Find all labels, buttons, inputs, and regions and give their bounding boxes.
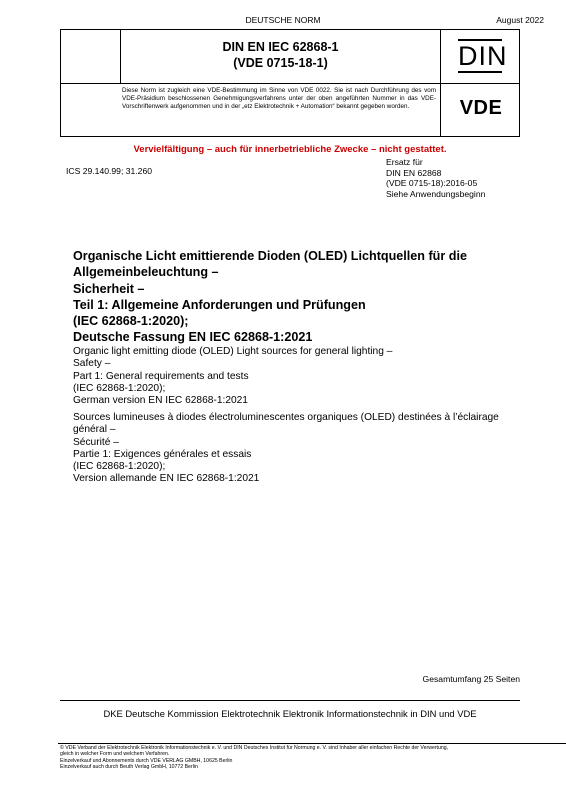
title-en-line: Organic light emitting diode (OLED) Light sources for general lighting – — [73, 346, 393, 357]
header-date: August 2022 — [496, 15, 544, 25]
footer-line: Einzelverkauf und Abonnements durch VDE VERLAG GMBH, 10625 Berlin — [60, 757, 233, 764]
footer-line: Einzelverkauf auch durch Beuth Verlag GmbH, 10772 Berlin — [60, 764, 198, 771]
title-french — [73, 412, 543, 486]
title-fr-line: (IEC 62868-1:2020); — [73, 461, 166, 473]
title-fr-line: Version allemande EN IEC 62868-1:2021 — [73, 473, 260, 485]
title-en-line: Safety – — [73, 358, 111, 370]
copy-warning: Vervielfältigung – auch für innerbetriebliche Zwecke – nicht gestattet. — [133, 144, 447, 155]
title-fr-line: général – — [73, 424, 116, 436]
replacement-line: Siehe Anwendungsbeginn — [386, 188, 486, 199]
vde-number: (VDE 0715-18-1) — [233, 56, 328, 70]
title-fr-line: Sources lumineuses à diodes électroluminescentes organiques (OLED) destinées à l’éclairage — [73, 412, 499, 423]
footer-divider — [58, 743, 566, 744]
title-en-line: German version EN IEC 62868-1:2021 — [73, 395, 248, 407]
title-de-line: Teil 1: Allgemeine Anforderungen und Prüfungen — [73, 297, 366, 312]
replacement-line: DIN EN 62868 — [386, 167, 442, 178]
title-en-line: (IEC 62868-1:2020); — [73, 382, 166, 394]
title-english — [73, 346, 533, 407]
vde-logo: VDE — [459, 97, 503, 119]
title-german — [73, 248, 533, 346]
replacement-line: (VDE 0715-18):2016-05 — [386, 178, 478, 189]
replacement-line: Ersatz für — [386, 157, 423, 167]
vde-notice: Diese Norm ist zugleich eine VDE-Bestimmung im Sinne von VDE 0022. Sie ist nach Durchführung des vom VDE-Präsidium beschlossenen Genehmigungsverfahrens unter der oben angeführten Nummer in das VDE-Vorschriftenwerk aufgenommen und in der „etz Elektrotechnik + Automation“ bekannt gegeben worden. — [122, 87, 436, 111]
committee-line: DKE Deutsche Kommission Elektrotechnik Elektronik Informationstechnik in DIN und VDE — [103, 708, 477, 719]
title-de-line: Deutsche Fassung EN IEC 62868-1:2021 — [73, 330, 313, 345]
total-pages: Gesamtumfang 25 Seiten — [422, 674, 520, 684]
ics-code: ICS 29.140.99; 31.260 — [66, 166, 153, 176]
standard-number-block — [121, 39, 440, 71]
copyright-footer — [60, 745, 564, 771]
replacement-info — [386, 157, 485, 199]
standard-number: DIN EN IEC 62868-1 — [222, 40, 339, 54]
title-en-line: Part 1: General requirements and tests — [73, 370, 249, 382]
din-logo-text: DIN — [458, 41, 508, 71]
title-de-line: Allgemeinbeleuchtung – — [73, 265, 219, 280]
footer-line: gleich in welcher Form und welchem Verfahren. — [60, 751, 170, 758]
title-de-line: Organische Licht emittierende Dioden (OLED) Lichtquellen für die — [73, 249, 467, 263]
title-de-line: Sicherheit – — [73, 281, 145, 296]
title-fr-line: Partie 1: Exigences générales et essais — [73, 448, 252, 460]
din-logo — [458, 39, 508, 74]
title-fr-line: Sécurité – — [73, 436, 119, 448]
header-norm-type: DEUTSCHE NORM — [245, 15, 321, 25]
title-de-line: (IEC 62868-1:2020); — [73, 314, 189, 329]
footer-line: © VDE Verband der Elektrotechnik Elektronik Informationstechnik e. V. und DIN Deutsches Institut für Normung e. V. sind Inhaber aller einfachen Rechte der Verwertung, — [60, 745, 449, 751]
divider — [60, 700, 520, 701]
